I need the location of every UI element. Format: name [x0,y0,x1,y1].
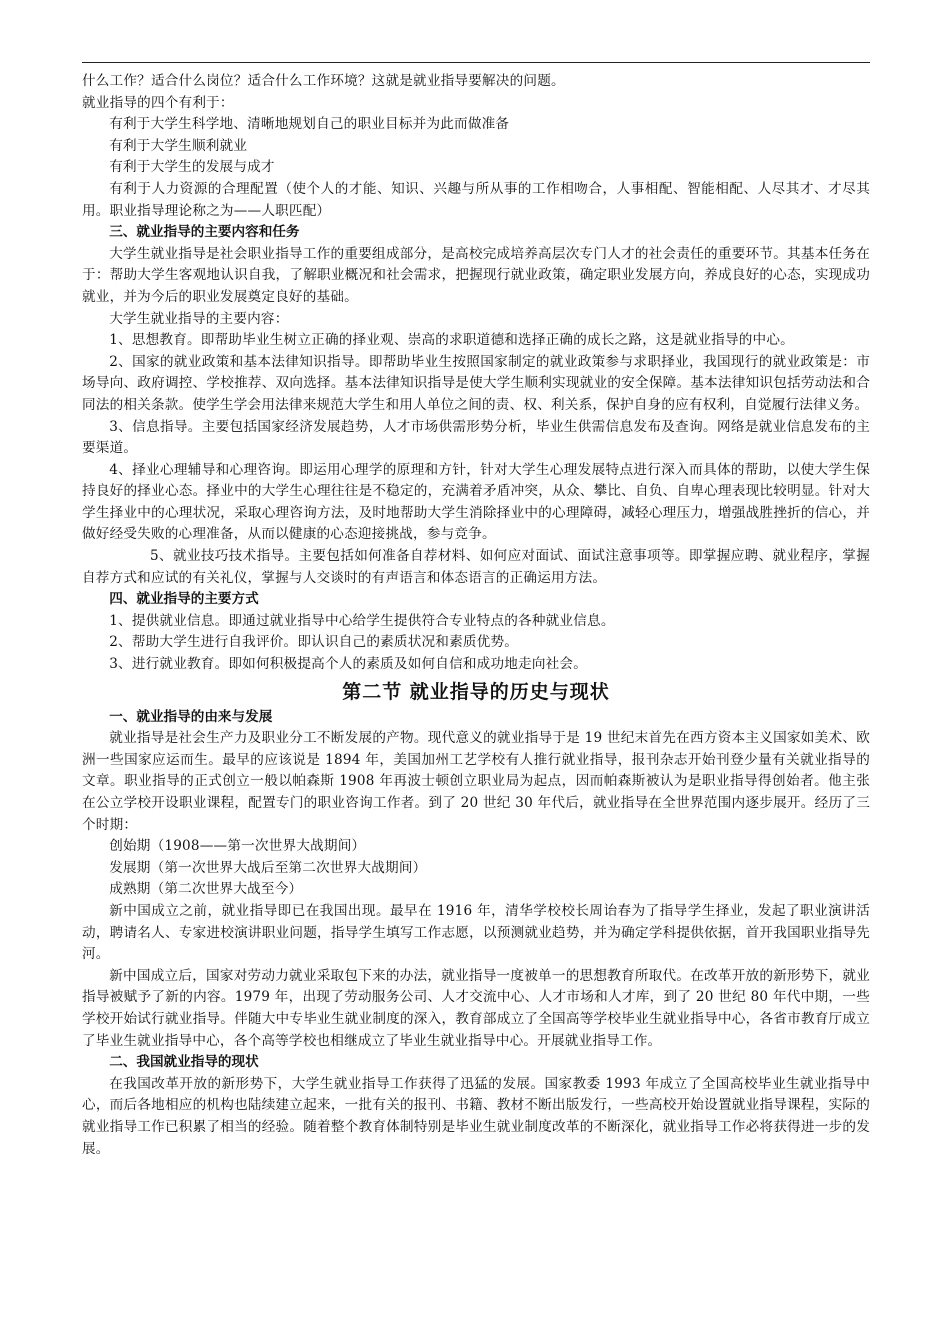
paragraph: 大学生就业指导是社会职业指导工作的重要组成部分，是高校完成培养高层次专门人才的社会责任的重要环节。其基本任务在于：帮助大学生客观地认识自我，了解职业概况和社会需求，把握现行就业政策，确定职业发展方向，养成良好的心态，实现成功就业，并为今后的职业发展奠定良好的基础。 [82,245,870,305]
paragraph: 在我国改革开放的新形势下，大学生就业指导工作获得了迅猛的发展。国家教委 1993 年成立了全国高校毕业生就业指导中心，而后各地相应的机构也陆续建立起来，一批有关的报刊、书籍、教材不断出版发行，一些高校开始设置就业指导课程，实际的就业指导工作已积累了相当的经验。随着整个教育体制特别是毕业生就业制度改革的不断深化，就业指导工作必将获得进一步的发展。 [82,1075,870,1157]
section-heading-status: 二、我国就业指导的现状 [109,1054,259,1071]
period-item: 成熟期（第二次世界大战至今） [109,881,303,898]
section-heading-methods: 四、就业指导的主要方式 [109,591,259,608]
section-heading-origin: 一、就业指导的由来与发展 [109,708,273,725]
contents-title: 大学生就业指导的主要内容： [109,310,289,327]
method-item: 3、进行就业教育。即如何积极提高个人的素质及如何自信和成功地走向社会。 [109,656,588,673]
method-item: 1、提供就业信息。即通过就业指导中心给学生提供符合专业特点的各种就业信息。 [109,612,615,629]
benefit-item: 有利于大学生科学地、清晰地规划自己的职业目标并为此而做准备 [109,116,510,133]
four-benefits-title: 就业指导的四个有利于： [82,94,234,111]
method-item: 2、帮助大学生进行自我评价。即认识自己的素质状况和素质优势。 [109,634,519,651]
benefit-item: 有利于人力资源的合理配置（使个人的才能、知识、兴趣与所从事的工作相吻合，人事相配、智能相配、人尽其才、才尽其用。职业指导理论称之为——人职匹配） [82,180,870,219]
document-page [82,62,870,1160]
benefit-item: 有利于大学生的发展与成才 [109,159,275,176]
period-item: 发展期（第一次世界大战后至第二次世界大战期间） [109,859,427,876]
content-item: 2、国家的就业政策和基本法律知识指导。即帮助毕业生按照国家制定的就业政策参与求职择业，我国现行的就业政策是：市场导向、政府调控、学校推荐、双向选择。基本法律知识指导是使大学生顺利实现就业的安全保障。基本法律知识包括劳动法和合同法的相关条款。使学生学会用法律来规范大学生和用人单位之间的责、权、利关系，保护自身的应有权利，自觉履行法律义务。 [82,353,870,413]
content-item: 4、择业心理辅导和心理咨询。即运用心理学的原理和方针，针对大学生心理发展特点进行深入而具体的帮助，以使大学生保持良好的择业心态。择业中的大学生心理往往是不稳定的，充满着矛盾冲突，从众、攀比、自负、自卑心理表现比较明显。针对大学生择业中的心理状况，采取心理咨询方法，及时地帮助大学生消除择业中的心理障碍，减轻心理压力，增强战胜挫折的信心，并做好经受失败的心理准备，从而以健康的心态迎接挑战，参与竞争。 [82,461,870,543]
intro-line: 什么工作？适合什么岗位？适合什么工作环境？这就是就业指导要解决的问题。 [82,73,565,89]
content-item: 1、思想教育。即帮助毕业生树立正确的择业观、崇高的求职道德和选择正确的成长之路，这是就业指导的中心。 [109,332,794,349]
paragraph: 新中国成立后，国家对劳动力就业采取包下来的办法，就业指导一度被单一的思想教育所取代。在改革开放的新形势下，就业指导被赋予了新的内容。1979 年，出现了劳动服务公司、人才交流中心、人才市场和人才库，到了 20 世纪 80 年代中期，一些学校开始试行就业指导。伴随大中专毕业生就业制度的深入，教育部成立了全国高等学校毕业生就业指导中心，各省市教育厅成立了毕业生就业指导中心，各个高等学校也相继成立了毕业生就业指导中心。开展就业指导工作。 [82,967,870,1049]
content-item: 3、信息指导。主要包括国家经济发展趋势，人才市场供需形势分析，毕业生供需信息发布及查询。网络是就业信息发布的主要渠道。 [82,418,870,457]
paragraph: 就业指导是社会生产力及职业分工不断发展的产物。现代意义的就业指导于是 19 世纪末首先在西方资本主义国家如美术、欧洲一些国家应运而生。最早的应该说是 1894 年，美国加州工艺学校有人推行就业指导，报刊杂志开始刊登少量有关就业指导的文章。职业指导的正式创立一般以帕森斯 1908 年再波士顿创立职业局为起点，因而帕森斯被认为是职业指导得创始者。他主张在公立学校开设职业课程，配置专门的职业咨询工作者。到了 20 世纪 30 年代后，就业指导在全世界范围内逐步展开。经历了三个时期： [82,730,870,833]
benefit-item: 有利于大学生顺利就业 [109,137,248,154]
section-heading-content-tasks: 三、就业指导的主要内容和任务 [109,224,300,241]
header-rule [82,62,870,63]
chapter-title: 第二节 就业指导的历史与现状 [342,680,610,703]
content-item: 5、就业技巧技术指导。主要包括如何准备自荐材料、如何应对面试、面试注意事项等。即掌握应聘、就业程序，掌握自荐方式和应试的有关礼仪，掌握与人交谈时的有声语言和体态语言的正确运用方法。 [82,548,870,586]
period-item: 创始期（1908——第一次世界大战期间） [109,838,366,855]
paragraph: 新中国成立之前，就业指导即已在我国出现。最早在 1916 年，清华学校校长周诒春为了指导学生择业，发起了职业演讲活动，聘请名人、专家进校演讲职业问题，指导学生填写工作志愿，以预测就业趋势，并为确定学科提供依据，首开我国职业指导先河。 [82,902,870,963]
